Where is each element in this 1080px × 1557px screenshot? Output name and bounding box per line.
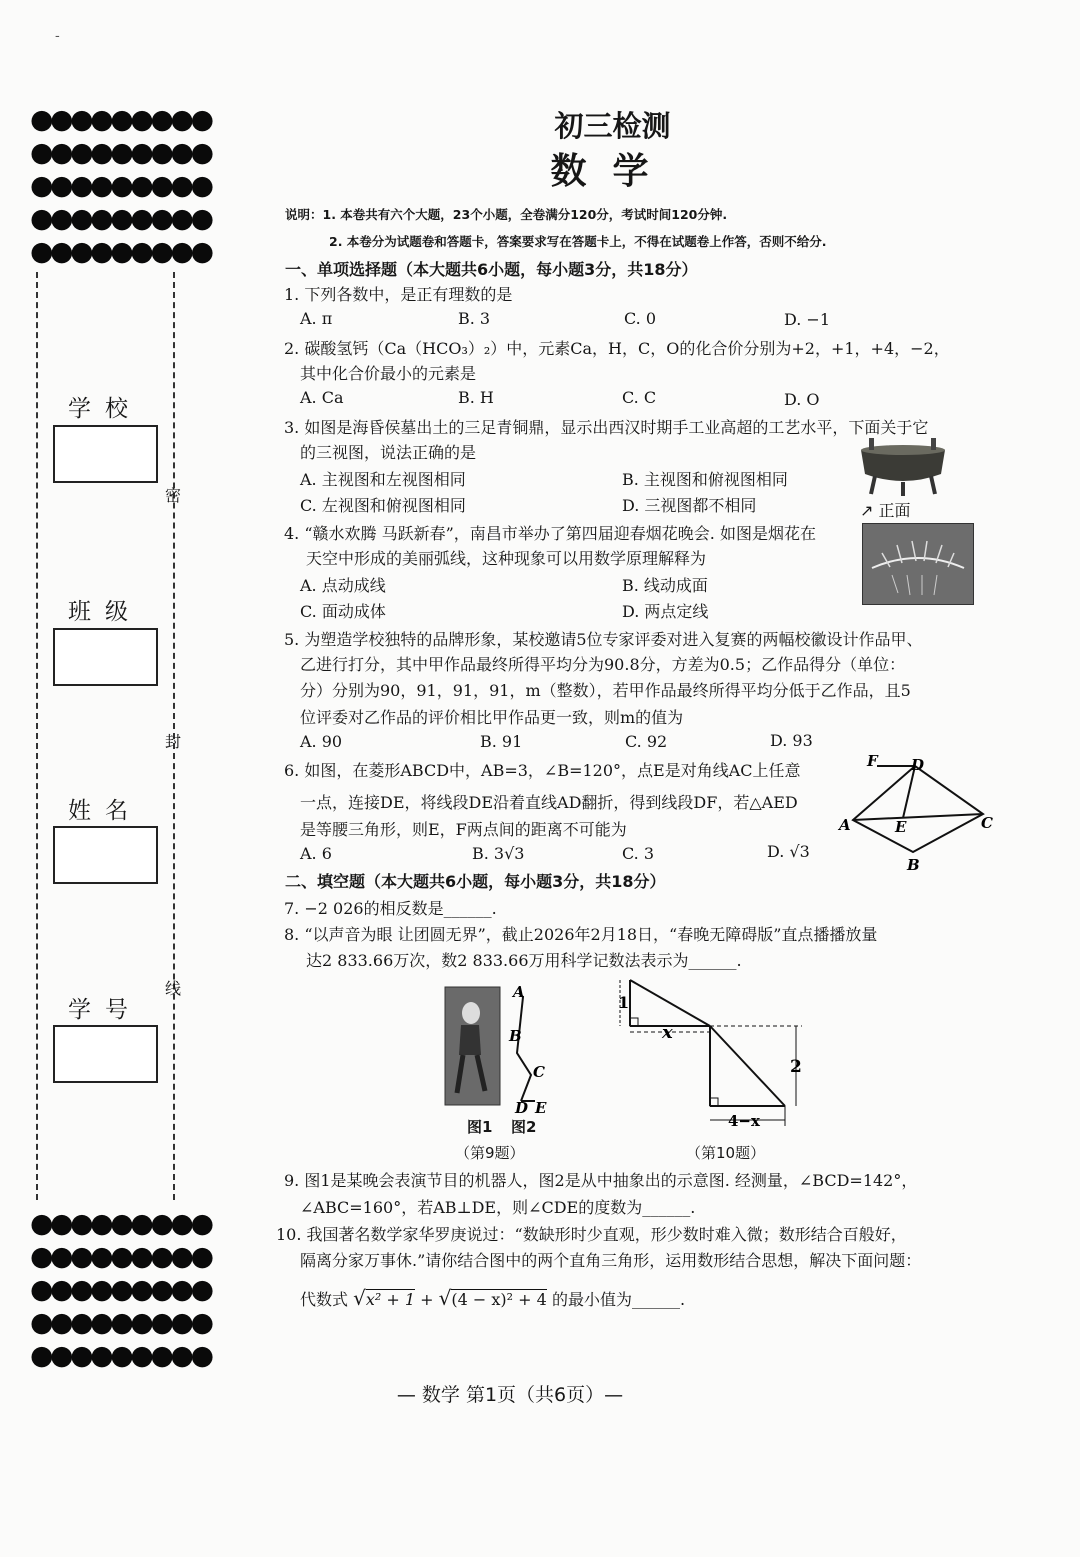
seal-char: 线 bbox=[165, 979, 182, 998]
option: A. Ca bbox=[300, 388, 344, 407]
option: D. 三视图都不相同 bbox=[622, 496, 757, 515]
option: B. 线动成面 bbox=[622, 576, 708, 595]
question-6-cont: 一点，连接DE，将线段DE沿着直线AD翻折，得到线段DF，若△AED bbox=[300, 793, 798, 812]
rhombus-figure bbox=[835, 752, 1000, 872]
q9-label: E bbox=[535, 1099, 547, 1117]
question-8: 8. “以声音为眼 让团圆无界”，截止2026年2月18日，“春晚无障碍版”直点播播放量 bbox=[284, 925, 878, 944]
fireworks-photo bbox=[862, 523, 974, 605]
q9-label: B bbox=[509, 1027, 522, 1045]
q9-label: A bbox=[513, 985, 525, 1001]
name-field[interactable] bbox=[53, 826, 158, 884]
fig-label: 图2 bbox=[511, 1118, 537, 1136]
q10-caption: （第10题） bbox=[686, 1144, 766, 1162]
fig-label: 图1 bbox=[467, 1118, 493, 1136]
rhombus-label: B bbox=[907, 856, 920, 872]
q9-label: D bbox=[515, 1099, 529, 1117]
exam-title: 初三检测 bbox=[554, 109, 671, 143]
question-6-cont: 是等腰三角形，则E，F两点间的距离不可能为 bbox=[300, 820, 627, 839]
question-10-cont: 隔离分家万事休.”请你结合图中的两个直角三角形，运用数形结合思想，解决下面问题： bbox=[300, 1251, 922, 1270]
option: B. H bbox=[458, 388, 494, 407]
question-5-cont: 分）分别为90，91，91，91，m（整数），若甲作品最终所得平均分低于乙作品，且5 bbox=[300, 681, 911, 700]
section-heading: 一、单项选择题（本大题共6小题，每小题3分，共18分） bbox=[285, 260, 698, 279]
question-10: 10. 我国著名数学家华罗庚说过：“数缺形时少直观，形少数时难入微；数形结合百般好， bbox=[276, 1225, 907, 1244]
expr-radicand-1: x² + 1 bbox=[365, 1290, 416, 1309]
dot-row: ●●●●●●●●● bbox=[30, 1274, 211, 1305]
question-9-cont: ∠ABC=160°，若AB⊥DE，则∠CDE的度数为______. bbox=[300, 1198, 696, 1217]
option: B. 主视图和俯视图相同 bbox=[622, 470, 788, 489]
question-5-cont: 位评委对乙作品的评价相比甲作品更一致，则m的值为 bbox=[300, 708, 684, 727]
q10-label: x bbox=[662, 1022, 673, 1043]
option: D. 93 bbox=[770, 731, 813, 750]
question-7: 7. −2 026的相反数是______. bbox=[284, 899, 497, 918]
question-4-cont: 天空中形成的美丽弧线，这种现象可以用数学原理解释为 bbox=[306, 549, 707, 568]
sqrt-symbol: √ bbox=[353, 1286, 366, 1310]
student-id-field[interactable] bbox=[53, 1025, 158, 1083]
class-field[interactable] bbox=[53, 628, 158, 686]
question-3-cont: 的三视图，说法正确的是 bbox=[300, 443, 477, 462]
question-6: 6. 如图，在菱形ABCD中，AB=3，∠B=120°，点E是对角线AC上任意 bbox=[284, 761, 801, 780]
dot-row: ●●●●●●●●● bbox=[30, 1208, 211, 1239]
q9-figure bbox=[443, 985, 563, 1120]
dot-row: ●●●●●●●●● bbox=[30, 170, 211, 201]
class-label: 班级 bbox=[68, 599, 142, 625]
option: D. 两点定线 bbox=[622, 602, 709, 621]
question-4: 4. “赣水欢腾 马跃新春”，南昌市举办了第四届迎春烟花晚会. 如图是烟花在 bbox=[284, 524, 816, 543]
option: B. 3√3 bbox=[472, 844, 525, 863]
option: D. O bbox=[784, 390, 820, 409]
rhombus-label: A bbox=[839, 816, 851, 834]
rhombus-label: C bbox=[981, 814, 993, 832]
option: C. 92 bbox=[625, 732, 668, 751]
expr-radicand-2: (4 − x)² + 4 bbox=[451, 1290, 547, 1309]
q9-label: C bbox=[533, 1063, 545, 1081]
binding-line-left bbox=[36, 272, 38, 1200]
bronze-ding-image bbox=[855, 436, 950, 498]
option: C. 3 bbox=[622, 844, 655, 863]
option: B. 91 bbox=[480, 732, 523, 751]
expr-suffix: 的最小值为______. bbox=[551, 1290, 686, 1309]
q10-label: 2 bbox=[790, 1057, 802, 1077]
dot-row: ●●●●●●●●● bbox=[30, 203, 211, 234]
expr-prefix: 代数式 bbox=[300, 1290, 349, 1309]
option: C. 面动成体 bbox=[300, 602, 386, 621]
seal-char: 封 bbox=[165, 732, 182, 751]
sqrt-symbol: √ bbox=[438, 1286, 452, 1310]
corner-mark: - bbox=[55, 28, 60, 44]
question-9: 9. 图1是某晚会表演节目的机器人，图2是从中抽象出的示意图. 经测量，∠BCD=142°， bbox=[284, 1171, 918, 1190]
question-2: 2. 碳酸氢钙（Ca（HCO₃）₂）中，元素Ca，H，C，O的化合价分别为+2，+1，+4，−2， bbox=[284, 339, 950, 358]
seal-char: 密 bbox=[165, 486, 182, 505]
dot-row: ●●●●●●●●● bbox=[30, 236, 211, 267]
name-label: 姓名 bbox=[68, 798, 142, 824]
school-field[interactable] bbox=[53, 425, 158, 483]
option: A. 主视图和左视图相同 bbox=[300, 470, 466, 489]
expr-plus: + bbox=[420, 1290, 434, 1309]
rhombus-label: F bbox=[867, 752, 878, 770]
rhombus-label: E bbox=[895, 818, 907, 836]
option: D. −1 bbox=[784, 310, 831, 329]
option: A. 点动成线 bbox=[300, 576, 386, 595]
dot-row: ●●●●●●●●● bbox=[30, 1241, 211, 1272]
option: A. π bbox=[300, 309, 333, 328]
option: C. 左视图和俯视图相同 bbox=[300, 496, 466, 515]
student-id-label: 学号 bbox=[68, 997, 142, 1023]
dot-row: ●●●●●●●●● bbox=[30, 1340, 211, 1371]
page-footer: — 数学 第1页（共6页）— bbox=[396, 1384, 624, 1406]
school-label: 学校 bbox=[68, 396, 142, 422]
rhombus-label: D bbox=[911, 756, 925, 774]
q10-figure bbox=[610, 978, 815, 1138]
option: A. 90 bbox=[300, 732, 343, 751]
q10-label: 4−x bbox=[728, 1112, 760, 1130]
option: A. 6 bbox=[300, 844, 332, 863]
question-2-cont: 其中化合价最小的元素是 bbox=[300, 364, 477, 383]
question-5-cont: 乙进行打分，其中甲作品最终所得平均分为90.8分，方差为0.5；乙作品得分（单位： bbox=[300, 655, 906, 674]
question-3: 3. 如图是海昏侯墓出土的三足青铜鼎，显示出西汉时期手工业高超的工艺水平，下面关于它 bbox=[284, 418, 929, 437]
dot-row: ●●●●●●●●● bbox=[30, 1307, 211, 1338]
question-8-cont: 达2 833.66万次，数2 833.66万用科学记数法表示为______. bbox=[306, 951, 742, 970]
section-heading: 二、填空题（本大题共6小题，每小题3分，共18分） bbox=[285, 872, 666, 891]
dot-row: ●●●●●●●●● bbox=[30, 104, 211, 135]
option: C. C bbox=[622, 388, 657, 407]
subject-title: 数学 bbox=[550, 151, 675, 192]
q10-label: 1 bbox=[618, 993, 630, 1012]
instructions-line-2: 2. 本卷分为试题卷和答题卡，答案要求写在答题卡上，不得在试题卷上作答，否则不给分. bbox=[329, 234, 827, 249]
option: C. 0 bbox=[624, 309, 657, 328]
q9-caption: （第9题） bbox=[455, 1144, 525, 1162]
question-5: 5. 为塑造学校独特的品牌形象，某校邀请5位专家评委对进入复赛的两幅校徽设计作品甲、 bbox=[284, 630, 923, 649]
front-view-label: ↗ 正面 bbox=[860, 501, 911, 520]
instructions-line-1: 说明：1. 本卷共有六个大题，23个小题，全卷满分120分，考试时间120分钟. bbox=[285, 207, 728, 222]
option: B. 3 bbox=[458, 309, 491, 328]
option: D. √3 bbox=[767, 842, 810, 861]
question-1: 1. 下列各数中，是正有理数的是 bbox=[284, 285, 513, 304]
question-10-expression bbox=[300, 1286, 685, 1310]
dot-row: ●●●●●●●●● bbox=[30, 137, 211, 168]
